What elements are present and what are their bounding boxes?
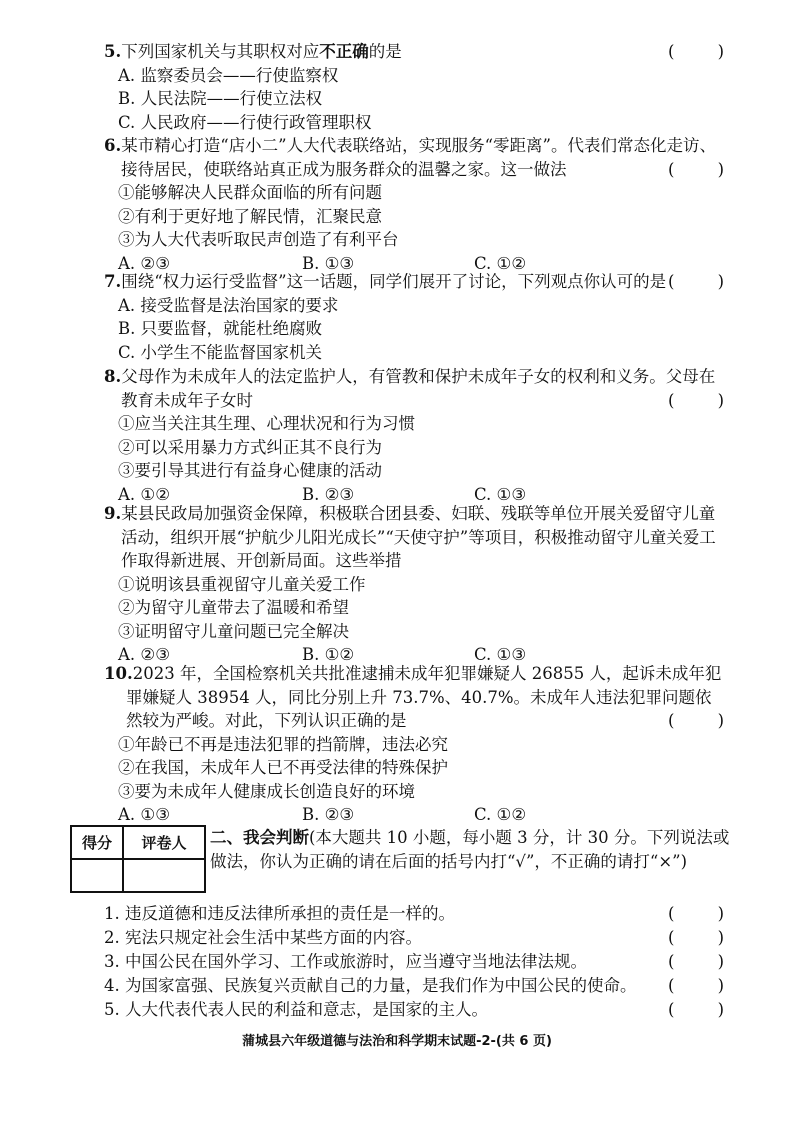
answer-bracket[interactable]: ( )	[668, 904, 724, 923]
statement: ③要为未成年人健康成长创造良好的环境	[118, 781, 415, 801]
question-stem: 10.2023 年，全国检察机关共批准逮捕未成年犯罪嫌疑人 26855 人，起诉未成年犯罪嫌疑人 38954 人，同比分别上升 73.7%、40.7%。未成年人违法犯罪问题依然较为严峻。对此，下列认识正确的是 ( )	[104, 662, 724, 733]
question-9	[104, 502, 724, 667]
option: B. 只要监督，就能杜绝腐败	[118, 319, 323, 338]
question-stem: 9.某县民政局加强资金保障，积极联合团县委、妇联、残联等单位开展关爱留守儿童活动，组织开展“护航少儿阳光成长”“天使守护”等项目，积极推动留守儿童关爱工作取得新进展、开创新局面。这些举措	[104, 504, 716, 570]
option: C. ①③	[474, 484, 527, 504]
question-stem: 7.围绕“权力运行受监督”这一话题，同学们展开了讨论，下列观点你认可的是 ( )	[104, 270, 724, 294]
question-stem: 5.下列国家机关与其职权对应不正确的是 ( )	[104, 40, 724, 64]
statement: ③为人大代表听取民声创造了有利平台	[118, 230, 399, 249]
option: B. 人民法院——行使立法权	[118, 89, 323, 108]
option: B. ②③	[302, 805, 355, 824]
answer-bracket[interactable]: ( )	[668, 928, 724, 947]
statement: ②为留守儿童带去了温暖和希望	[118, 598, 349, 617]
answer-bracket: ( )	[668, 42, 724, 61]
option: B. ①②	[302, 645, 355, 664]
statement: ②可以采用暴力方式纠正其不良行为	[118, 437, 382, 457]
judgement-item: 4. 为国家富强、民族复兴贡献自己的力量，是我们作为中国公民的使命。 ( )	[104, 974, 724, 998]
option: A. 监察委员会——行使监察权	[118, 65, 339, 85]
grader-cell[interactable]	[123, 859, 205, 892]
statement: ①能够解决人民群众面临的所有问题	[118, 183, 382, 202]
statement: ③要引导其进行有益身心健康的活动	[118, 461, 382, 480]
option: B. ①③	[302, 253, 355, 273]
question-10	[104, 662, 724, 827]
score-header: 得分	[71, 826, 123, 859]
option: A. ②③	[118, 645, 170, 664]
question-stem: 6.某市精心打造“店小二”人大代表联络站，实现服务“零距离”。代表们常态化走访、接待居民，使联络站真正成为服务群众的温馨之家。这一做法 ( )	[104, 134, 724, 181]
question-8	[104, 365, 724, 506]
statement: ①说明该县重视留守儿童关爱工作	[118, 574, 366, 594]
judgement-item: 2. 宪法只规定社会生活中某些方面的内容。 ( )	[104, 926, 724, 950]
question-5	[104, 40, 724, 134]
option: B. ②③	[302, 484, 355, 504]
options-row	[104, 803, 724, 827]
option: C. 人民政府——行使行政管理职权	[118, 112, 372, 132]
option: C. ①②	[474, 253, 527, 273]
judgement-item: 5. 人大代表代表人民的利益和意志，是国家的主人。 ( )	[104, 998, 724, 1022]
option: A. ②③	[118, 253, 170, 273]
page-footer: 蒲城县六年级道德与法治和科学期末试题-2-(共 6 页)	[242, 1034, 552, 1049]
score-cell[interactable]	[71, 859, 123, 892]
statement: ①应当关注其生理、心理状况和行为习惯	[118, 414, 415, 433]
answer-bracket: ( )	[668, 272, 724, 291]
judgement-item: 1. 违反道德和违反法律所承担的责任是一样的。 ( )	[104, 902, 724, 926]
judgement-list	[104, 902, 724, 1022]
question-stem: 8.父母作为未成年人的法定监护人，有管教和保护未成年子女的权利和义务。父母在教育未成年子女时 ( )	[104, 365, 724, 412]
statement: ①年龄已不再是违法犯罪的挡箭牌，违法必究	[118, 734, 448, 754]
answer-bracket: ( )	[668, 390, 724, 410]
answer-bracket[interactable]: ( )	[668, 976, 724, 995]
score-table	[70, 825, 206, 893]
option: C. ①②	[474, 805, 527, 824]
question-6	[104, 134, 724, 275]
option: A. 接受监督是法治国家的要求	[118, 295, 339, 315]
option: C. ①③	[474, 645, 527, 664]
answer-bracket: ( )	[668, 159, 724, 179]
grader-header: 评卷人	[123, 826, 205, 859]
option: A. ①③	[118, 805, 170, 824]
answer-bracket[interactable]: ( )	[668, 1000, 724, 1019]
option: A. ①②	[118, 484, 170, 504]
judgement-item: 3. 中国公民在国外学习、工作或旅游时，应当遵守当地法律法规。 ( )	[104, 950, 724, 974]
question-7	[104, 270, 724, 364]
statement: ③证明留守儿童问题已完全解决	[118, 621, 349, 641]
answer-bracket: ( )	[668, 711, 724, 730]
statement: ②在我国，未成年人已不再受法律的特殊保护	[118, 758, 448, 777]
statement: ②有利于更好地了解民情，汇聚民意	[118, 206, 382, 226]
section-2-heading: 二、我会判断(本大题共 10 小题，每小题 3 分，计 30 分。下列说法或做法，你认为正确的请在后面的括号内打“√”，不正确的请打“×”)	[210, 828, 730, 871]
answer-bracket[interactable]: ( )	[668, 952, 724, 971]
option: C. 小学生不能监督国家机关	[118, 342, 323, 362]
